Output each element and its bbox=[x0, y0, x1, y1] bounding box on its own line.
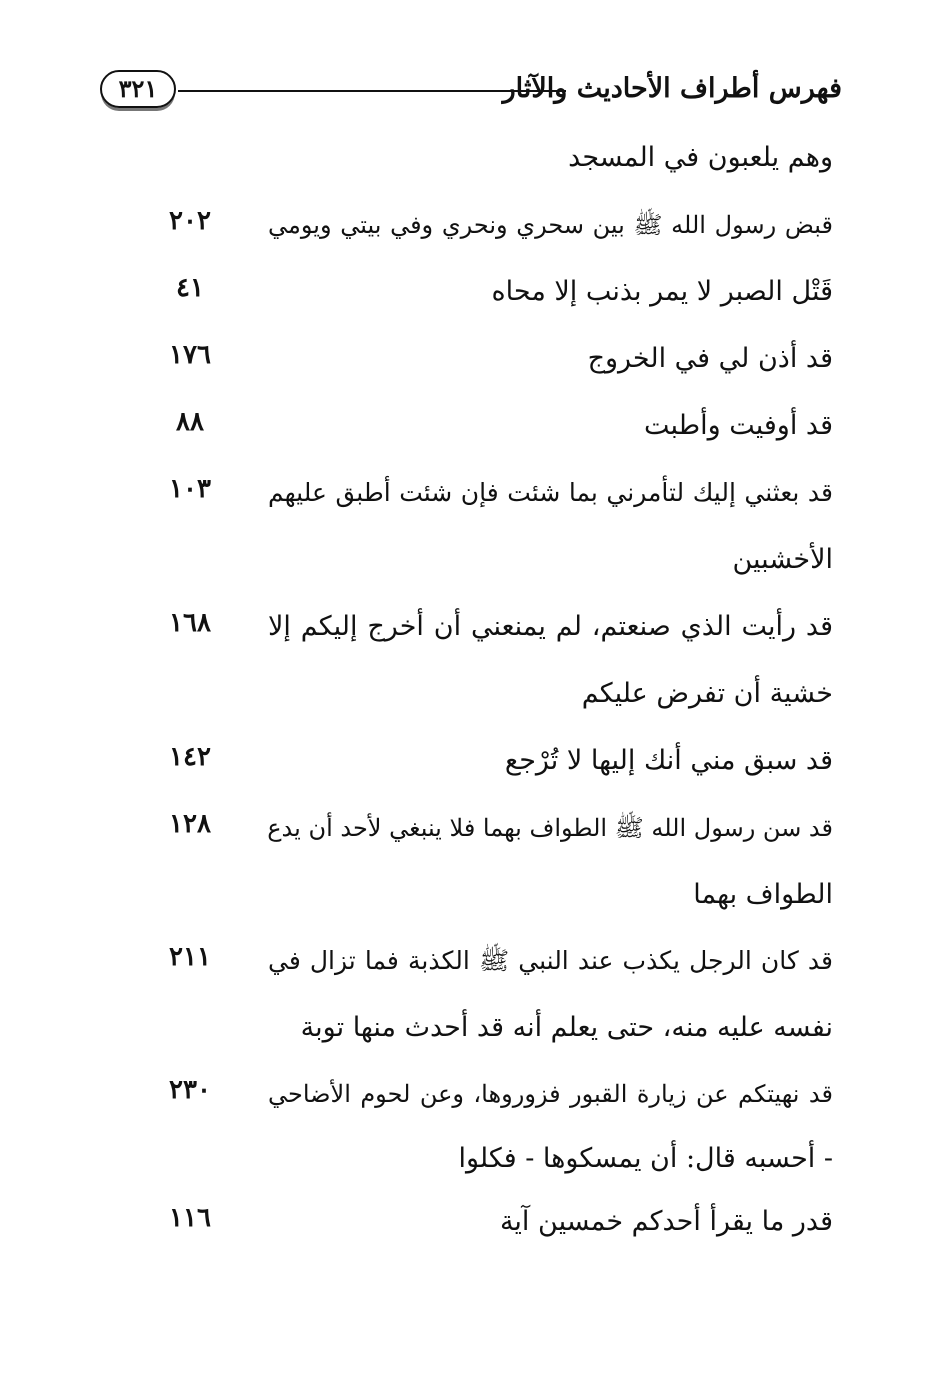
entry-text: قد نهيتكم عن زيارة القبور فزوروها، وعن لحوم الأضاحي bbox=[268, 1080, 833, 1108]
entry-text: وهم يلعبون في المسجد bbox=[568, 142, 833, 173]
entry-text: قَتْل الصبر لا يمر بذنب إلا محاه bbox=[491, 276, 833, 307]
entry-text: قد رأيت الذي صنعتم، لم يمنعني أن أخرج إليكم إلا bbox=[268, 611, 833, 642]
entry-text: قد سن رسول الله ﷺ الطواف بهما فلا ينبغي لأحد أن يدع bbox=[267, 814, 833, 842]
entry-text-continued: الطواف بهما bbox=[693, 879, 833, 910]
entry-text: قبض رسول الله ﷺ بين سحري ونحري وفي بيتي ويومي bbox=[268, 211, 833, 239]
entry-text: قد سبق مني أنك إليها لا تُرْجع bbox=[504, 745, 833, 776]
entry-text: قدر ما يقرأ أحدكم خمسين آية bbox=[499, 1206, 833, 1237]
page-number: ٣٢١ bbox=[100, 70, 176, 108]
entry-page-number: ٢٣٠ bbox=[169, 1075, 211, 1105]
entry-text-continued: خشية أن تفرض عليكم bbox=[581, 678, 833, 709]
entry-page-number: ٤١ bbox=[176, 273, 204, 303]
entry-page-number: ١٧٦ bbox=[169, 340, 211, 370]
entry-page-number: ١٢٨ bbox=[169, 809, 211, 839]
entry-text: قد أوفيت وأطبت bbox=[643, 410, 833, 441]
entry-text-continued: نفسه عليه منه، حتى يعلم أنه قد أحدث منها توبة bbox=[300, 1012, 833, 1043]
entry-text: قد أذن لي في الخروج bbox=[587, 343, 833, 374]
entry-page-number: ٨٨ bbox=[176, 407, 204, 437]
entry-page-number: ١٤٢ bbox=[169, 742, 211, 772]
entry-page-number: ١٦٨ bbox=[169, 608, 211, 638]
entry-page-number: ٢١١ bbox=[169, 942, 211, 972]
entry-page-number: ١٠٣ bbox=[169, 474, 211, 504]
entry-text-continued: الأخشبين bbox=[732, 544, 833, 575]
entry-page-number: ١١٦ bbox=[169, 1203, 211, 1233]
entry-text: قد بعثني إليك لتأمرني بما شئت فإن شئت أطبق عليهم bbox=[268, 478, 833, 507]
entry-page-number: ٢٠٢ bbox=[169, 206, 211, 236]
page-title: فهرس أطراف الأحاديث والآثار bbox=[502, 73, 842, 104]
entry-text: قد كان الرجل يكذب عند النبي ﷺ الكذبة فما تزال في bbox=[268, 946, 833, 975]
entry-text-continued: - أحسبه قال: أن يمسكوها - فكلوا bbox=[458, 1143, 833, 1174]
